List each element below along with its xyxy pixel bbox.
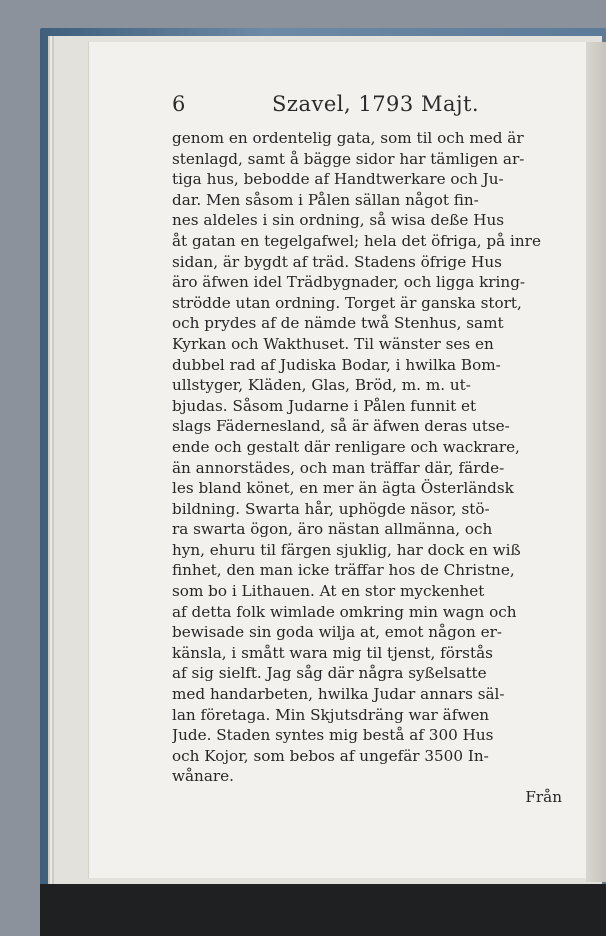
text-line: bewisade sin goda wilja at, emot någon er-	[172, 623, 502, 642]
text-line: som bo i Lithauen. At en stor myckenhet	[172, 582, 485, 601]
page-header	[172, 92, 562, 122]
page-number: 6	[172, 92, 186, 116]
text-line: bjudas. Såsom Judarne i Pålen funnit et	[172, 396, 477, 415]
text-line: slags Fädernesland, så är äfwen deras utse-	[172, 417, 510, 436]
text-line: och Kojor, som bebos af ungefär 3500 In-	[172, 746, 489, 765]
text-line: känsla, i smått wara mig til tjenst, förstås	[172, 643, 493, 662]
text-line: wånare.	[172, 767, 234, 786]
running-head: Szavel, 1793 Majt.	[272, 92, 480, 116]
text-line: strödde utan ordning. Torget är ganska stort,	[172, 293, 522, 312]
text-line: bildning. Swarta hår, uphögde näsor, stö-	[172, 499, 490, 518]
text-line: af detta folk wimlade omkring min wagn och	[172, 602, 517, 621]
text-line: stenlagd, samt å bägge sidor har tämligen ar-	[172, 149, 525, 168]
text-line: af sig sielft. Jag såg där några syßelsatte	[172, 664, 487, 683]
text-line: Kyrkan och Wakthuset. Til wänster ses en	[172, 334, 494, 353]
text-line: les bland könet, en mer än ägta Österländsk	[172, 479, 514, 498]
text-line: Jude. Staden syntes mig bestå af 300 Hus	[172, 726, 494, 745]
text-line: lan företaga. Min Skjutsdräng war äfwen	[172, 705, 490, 724]
text-line: äro äfwen idel Trädbygnader, och ligga kring-	[172, 273, 526, 292]
text-line: med handarbeten, hwilka Judar annars säl-	[172, 685, 505, 704]
text-line: ra swarta ögon, äro nästan allmänna, och	[172, 520, 493, 539]
body-text	[172, 128, 564, 808]
text-line: ende och gestalt där renligare och wackrare,	[172, 437, 520, 456]
text-line: ullstyger, Kläden, Glas, Bröd, m. m. ut-	[172, 376, 471, 395]
catchword: Från	[525, 788, 562, 806]
text-line: sidan, är bygdt af träd. Stadens öfrige Hus	[172, 252, 502, 271]
text-line: åt gatan en tegelgafwel; hela det öfriga, på inre	[172, 231, 541, 250]
page-edge	[586, 42, 606, 882]
table-shadow	[40, 884, 606, 936]
text-line: dar. Men såsom i Pålen sällan något fin-	[172, 190, 479, 209]
text-line: och prydes af de nämde twå Stenhus, samt	[172, 314, 504, 333]
text-line: genom en ordentelig gata, som til och med är	[172, 129, 524, 147]
text-line: hyn, ehuru til färgen sjuklig, har dock en wiß	[172, 540, 521, 559]
text-line: dubbel rad af Judiska Bodar, i hwilka Bom-	[172, 355, 501, 374]
text-line: finhet, den man icke träffar hos de Christne,	[172, 561, 515, 580]
text-line: tiga hus, bebodde af Handtwerkare och Ju-	[172, 170, 504, 189]
text-line: än annorstädes, och man träffar där, färde-	[172, 458, 505, 477]
text-line: nes aldeles i sin ordning, så wisa deße Hus	[172, 211, 505, 230]
